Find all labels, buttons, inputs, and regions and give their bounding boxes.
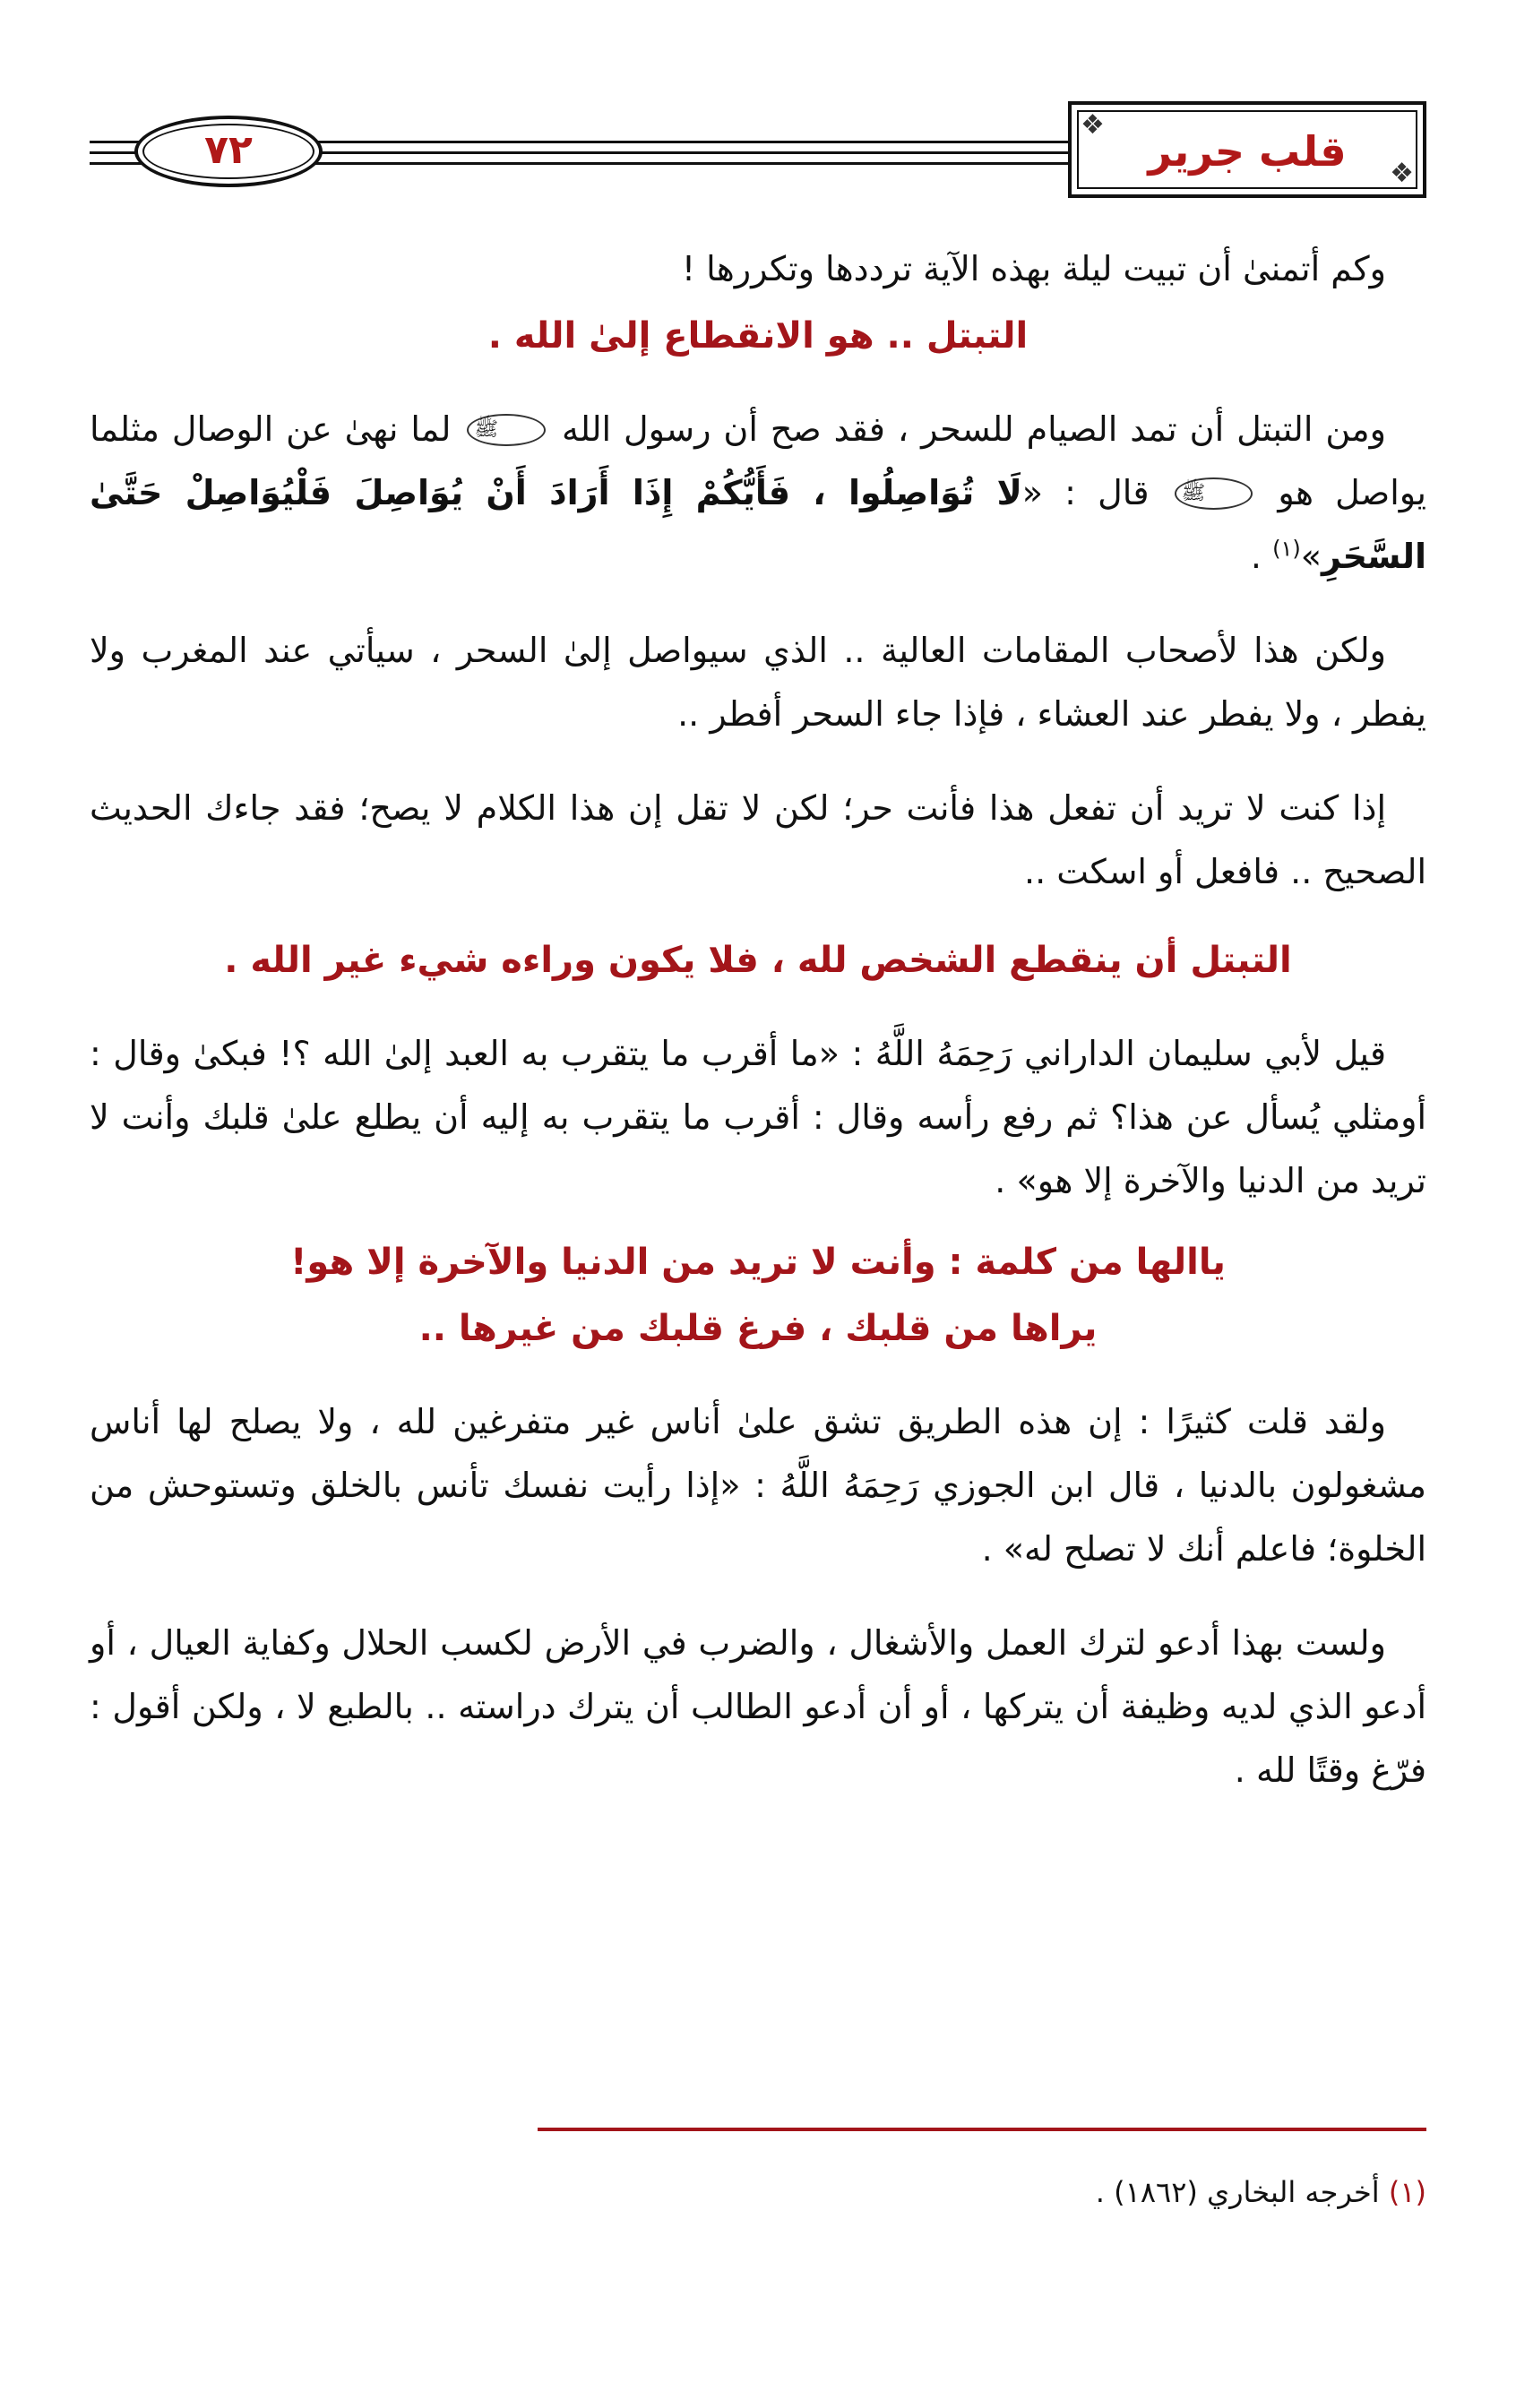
paragraph: ولقد قلت كثيرًا : إن هذه الطريق تشق علىٰ أناس غير متفرغين لله ، ولا يصلح لها أناس مشغولون بالدنيا ، قال ابن الجوزي رَحِمَهُ اللَّهُ : «إذا رأيت نفسك تأنس بالخلق وتستوحش من الخلوة؛ فاعلم أنك لا تصلح له» . [90, 1402, 1426, 1569]
highlight-heading: التبتل .. هو الانقطاع إلىٰ الله . [487, 315, 1029, 357]
footnote-ref[interactable]: (١) [1272, 536, 1301, 562]
page-number-oval [134, 116, 323, 187]
paragraph-text: ومن التبتل أن تمد الصيام للسحر ، فقد صح أن رسول الله [562, 409, 1386, 449]
footnote-divider [538, 2128, 1426, 2131]
footnote-number: (١) [1388, 2175, 1426, 2209]
paragraph-text: . [1250, 537, 1262, 576]
paragraph-hadith [90, 398, 1426, 589]
footnote [90, 2172, 1426, 2212]
hadith-quote: لَا تُوَاصِلُوا ، فَأَيُّكُمْ إِذَا أَرَادَ أَنْ يُوَاصِلَ فَلْيُوَاصِلْ حَتَّىٰ السَّحَرِ [90, 473, 1426, 576]
page-body [90, 237, 1426, 1802]
paragraph-text: لما نهىٰ عن الوصال مثلما يواصل هو [90, 409, 1426, 512]
footnote-text: أخرجه البخاري (١٨٦٢) . [1095, 2175, 1380, 2209]
paragraph: إذا كنت لا تريد أن تفعل هذا فأنت حر؛ لكن لا تقل إن هذا الكلام لا يصح؛ فقد جاءك الحديث الصحيح .. فافعل أو اسكت .. [90, 788, 1426, 891]
salawat-glyph: ﷺ [467, 414, 546, 446]
paragraph-text: » [1300, 537, 1322, 576]
highlight-heading: ياالها من كلمة : وأنت لا تريد من الدنيا والآخرة إلا هو! [290, 1242, 1226, 1283]
ornament-icon: ❖ [1390, 158, 1414, 189]
running-title-frame [1068, 101, 1426, 198]
highlight-heading: التبتل أن ينقطع الشخص لله ، فلا يكون وراءه شيء غير الله . [224, 940, 1292, 981]
highlight-heading: يراها من قلبك ، فرغ قلبك من غيرها .. [418, 1308, 1098, 1349]
paragraph: ولكن هذا لأصحاب المقامات العالية .. الذي سيواصل إلىٰ السحر ، سيأتي عند المغرب ولا يفطر ، ولا يفطر عند العشاء ، فإذا جاء السحر أفطر .. [90, 631, 1426, 734]
page-number: ٧٢ [204, 127, 253, 173]
paragraph: قيل لأبي سليمان الداراني رَحِمَهُ اللَّهُ : «ما أقرب ما يتقرب به العبد إلىٰ الله ؟! فبكىٰ وقال : أومثلي يُسأل عن هذا؟ ثم رفع رأسه وقال : أقرب ما يتقرب به إليه أن يطلع علىٰ قلبك وأنت لا تريد من الدنيا والآخرة إلا هو» . [90, 1034, 1426, 1200]
salawat-glyph: ﷺ [1175, 477, 1253, 510]
running-title: قلب جرير [1148, 127, 1347, 176]
book-page [90, 0, 1426, 2408]
paragraph-text: قال : « [1021, 473, 1150, 512]
paragraph: وكم أتمنىٰ أن تبيت ليلة بهذه الآية ترددها وتكررها ! [681, 249, 1386, 288]
page-header [90, 94, 1426, 202]
paragraph: ولست بهذا أدعو لترك العمل والأشغال ، والضرب في الأرض لكسب الحلال وكفاية العيال ، أو أدعو الذي لديه وظيفة أن يتركها ، أو أن أدعو الطالب أن يترك دراسته .. بالطبع لا ، ولكن أقول : فرّغ وقتًا لله . [90, 1623, 1426, 1790]
ornament-icon: ❖ [1081, 109, 1105, 141]
